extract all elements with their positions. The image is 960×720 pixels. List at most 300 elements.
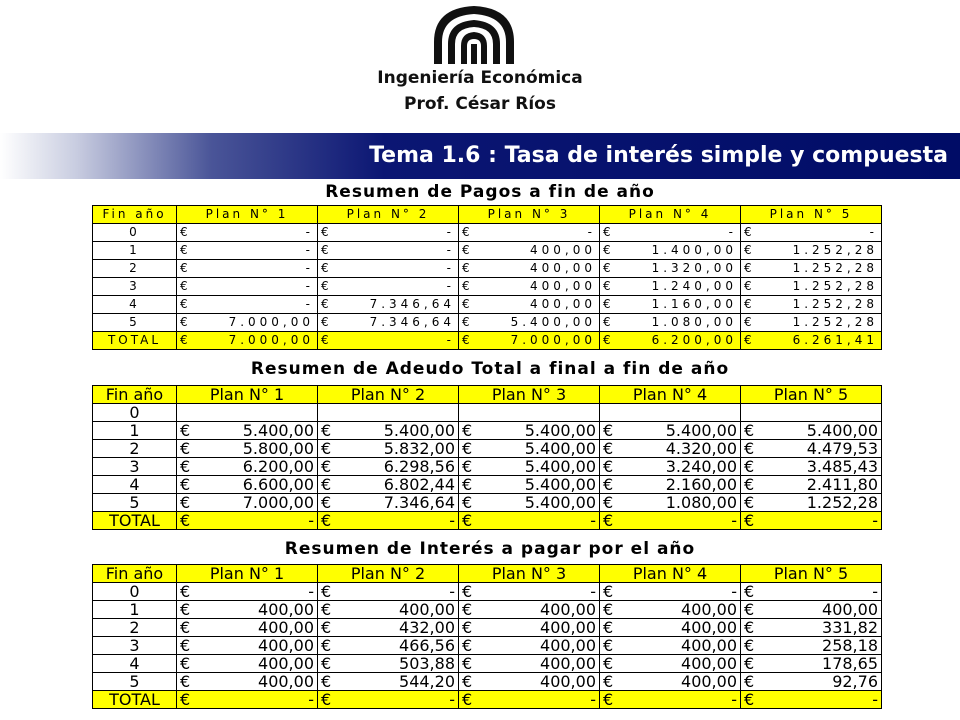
professor-name: Prof. César Ríos bbox=[404, 94, 556, 114]
currency-symbol: € bbox=[321, 600, 332, 619]
value-cell bbox=[741, 637, 882, 655]
value-cell bbox=[459, 512, 600, 530]
currency-symbol: € bbox=[462, 279, 473, 293]
value-cell bbox=[600, 278, 741, 296]
amount: 5.400,00 bbox=[806, 421, 878, 440]
value-cell bbox=[459, 224, 600, 242]
value-cell bbox=[741, 619, 882, 637]
amount: - bbox=[728, 225, 737, 239]
amount: 5.400,00 bbox=[524, 493, 596, 512]
currency-symbol: € bbox=[603, 618, 614, 637]
currency-symbol: € bbox=[744, 475, 755, 494]
table-row bbox=[93, 673, 882, 691]
currency-symbol: € bbox=[744, 243, 755, 257]
amount: 1.252,28 bbox=[792, 297, 878, 311]
value-cell bbox=[600, 601, 741, 619]
currency-symbol: € bbox=[462, 690, 473, 709]
currency-symbol: € bbox=[180, 261, 191, 275]
currency-symbol: € bbox=[744, 690, 755, 709]
table-row bbox=[93, 637, 882, 655]
currency-symbol: € bbox=[321, 672, 332, 691]
currency-symbol: € bbox=[744, 333, 755, 347]
value-cell bbox=[741, 494, 882, 512]
value-cell bbox=[459, 583, 600, 601]
amount: 400,00 bbox=[681, 600, 737, 619]
currency-symbol: € bbox=[744, 582, 755, 601]
value-cell bbox=[600, 314, 741, 332]
currency-symbol: € bbox=[321, 421, 332, 440]
value-cell bbox=[177, 422, 318, 440]
value-cell bbox=[177, 583, 318, 601]
currency-symbol: € bbox=[603, 582, 614, 601]
header-cell: Plan N° 1 bbox=[177, 206, 318, 224]
table-row bbox=[93, 494, 882, 512]
table-row bbox=[93, 278, 882, 296]
value-cell bbox=[459, 242, 600, 260]
amount: 466,56 bbox=[399, 636, 455, 655]
total-row bbox=[93, 512, 882, 530]
value-cell bbox=[459, 296, 600, 314]
amount: 2.411,80 bbox=[806, 475, 878, 494]
header-cell: Plan N° 4 bbox=[600, 386, 741, 404]
value-cell bbox=[741, 691, 882, 709]
value-cell bbox=[741, 458, 882, 476]
currency-symbol: € bbox=[603, 225, 614, 239]
amount: 1.320,00 bbox=[651, 261, 737, 275]
currency-symbol: € bbox=[744, 261, 755, 275]
total-label: TOTAL bbox=[93, 691, 177, 709]
amount: 1.252,28 bbox=[792, 279, 878, 293]
currency-symbol: € bbox=[180, 225, 191, 239]
amount: 92,76 bbox=[832, 672, 878, 691]
currency-symbol: € bbox=[603, 690, 614, 709]
value-cell bbox=[177, 242, 318, 260]
currency-symbol: € bbox=[180, 672, 191, 691]
value-cell bbox=[600, 332, 741, 350]
table-row bbox=[93, 601, 882, 619]
currency-symbol: € bbox=[603, 636, 614, 655]
value-cell bbox=[741, 314, 882, 332]
amount: - bbox=[731, 690, 737, 709]
currency-symbol: € bbox=[744, 672, 755, 691]
currency-symbol: € bbox=[603, 421, 614, 440]
amount: 400,00 bbox=[540, 654, 596, 673]
currency-symbol: € bbox=[180, 297, 191, 311]
amount: - bbox=[590, 690, 596, 709]
value-cell bbox=[600, 476, 741, 494]
amount: - bbox=[449, 690, 455, 709]
value-cell bbox=[741, 260, 882, 278]
currency-symbol: € bbox=[603, 279, 614, 293]
amount: 6.298,56 bbox=[383, 457, 455, 476]
currency-symbol: € bbox=[180, 315, 191, 329]
topic-title: Tema 1.6 : Tasa de interés simple y compuesta bbox=[369, 143, 948, 168]
amount: 400,00 bbox=[258, 672, 314, 691]
value-cell bbox=[600, 224, 741, 242]
amount: 331,82 bbox=[822, 618, 878, 637]
amount: 1.252,28 bbox=[792, 243, 878, 257]
value-cell bbox=[177, 494, 318, 512]
value-cell bbox=[600, 583, 741, 601]
amount: 5.400,00 bbox=[524, 457, 596, 476]
year-cell: 3 bbox=[93, 637, 177, 655]
value-cell bbox=[177, 691, 318, 709]
currency-symbol: € bbox=[603, 261, 614, 275]
currency-symbol: € bbox=[321, 333, 332, 347]
amount: - bbox=[446, 243, 455, 257]
total-debt-table bbox=[92, 385, 882, 530]
amount: 2.160,00 bbox=[665, 475, 737, 494]
amount: 1.252,28 bbox=[792, 315, 878, 329]
currency-symbol: € bbox=[603, 315, 614, 329]
currency-symbol: € bbox=[321, 243, 332, 257]
value-cell bbox=[741, 422, 882, 440]
currency-symbol: € bbox=[180, 493, 191, 512]
table-row bbox=[93, 296, 882, 314]
currency-symbol: € bbox=[462, 493, 473, 512]
amount: - bbox=[449, 582, 455, 601]
currency-symbol: € bbox=[744, 600, 755, 619]
currency-symbol: € bbox=[603, 439, 614, 458]
value-cell bbox=[318, 440, 459, 458]
currency-symbol: € bbox=[321, 618, 332, 637]
currency-symbol: € bbox=[603, 297, 614, 311]
year-cell: 4 bbox=[93, 655, 177, 673]
value-cell bbox=[459, 655, 600, 673]
value-cell bbox=[177, 619, 318, 637]
year-cell: 1 bbox=[93, 242, 177, 260]
header-cell: Plan N° 3 bbox=[459, 386, 600, 404]
currency-symbol: € bbox=[321, 261, 332, 275]
amount: 400,00 bbox=[540, 618, 596, 637]
value-cell bbox=[600, 494, 741, 512]
year-cell: 5 bbox=[93, 314, 177, 332]
payments-table bbox=[92, 205, 882, 350]
value-cell bbox=[741, 296, 882, 314]
amount: 503,88 bbox=[399, 654, 455, 673]
value-cell bbox=[459, 404, 600, 422]
currency-symbol: € bbox=[744, 457, 755, 476]
amount: - bbox=[446, 279, 455, 293]
amount: - bbox=[872, 582, 878, 601]
currency-symbol: € bbox=[180, 582, 191, 601]
value-cell bbox=[177, 404, 318, 422]
value-cell bbox=[318, 476, 459, 494]
value-cell bbox=[600, 296, 741, 314]
header-cell: Plan N° 1 bbox=[177, 386, 318, 404]
currency-symbol: € bbox=[462, 582, 473, 601]
amount: 400,00 bbox=[530, 297, 596, 311]
value-cell bbox=[459, 637, 600, 655]
value-cell bbox=[741, 404, 882, 422]
currency-symbol: € bbox=[744, 315, 755, 329]
currency-symbol: € bbox=[462, 636, 473, 655]
amount: 1.080,00 bbox=[651, 315, 737, 329]
currency-symbol: € bbox=[462, 421, 473, 440]
amount: 258,18 bbox=[822, 636, 878, 655]
amount: 400,00 bbox=[258, 618, 314, 637]
value-cell bbox=[459, 440, 600, 458]
amount: 3.485,43 bbox=[806, 457, 878, 476]
value-cell bbox=[600, 440, 741, 458]
currency-symbol: € bbox=[321, 582, 332, 601]
value-cell bbox=[600, 260, 741, 278]
currency-symbol: € bbox=[180, 511, 191, 530]
amount: - bbox=[869, 225, 878, 239]
value-cell bbox=[318, 458, 459, 476]
amount: 400,00 bbox=[530, 261, 596, 275]
amount: 5.400,00 bbox=[524, 475, 596, 494]
value-cell bbox=[177, 637, 318, 655]
table-header-row bbox=[93, 206, 882, 224]
value-cell bbox=[459, 332, 600, 350]
value-cell bbox=[459, 619, 600, 637]
value-cell bbox=[459, 601, 600, 619]
year-cell: 5 bbox=[93, 673, 177, 691]
table-header-row bbox=[93, 386, 882, 404]
currency-symbol: € bbox=[321, 225, 332, 239]
currency-symbol: € bbox=[603, 493, 614, 512]
value-cell bbox=[177, 296, 318, 314]
value-cell bbox=[600, 458, 741, 476]
header-cell: Plan N° 2 bbox=[318, 565, 459, 583]
amount: - bbox=[587, 225, 596, 239]
amount: 7.000,00 bbox=[228, 333, 314, 347]
currency-symbol: € bbox=[744, 279, 755, 293]
amount: 1.160,00 bbox=[651, 297, 737, 311]
value-cell bbox=[318, 637, 459, 655]
amount: - bbox=[872, 511, 878, 530]
amount: 400,00 bbox=[258, 636, 314, 655]
currency-symbol: € bbox=[321, 493, 332, 512]
value-cell bbox=[318, 404, 459, 422]
currency-symbol: € bbox=[180, 243, 191, 257]
value-cell bbox=[600, 655, 741, 673]
amount: 432,00 bbox=[399, 618, 455, 637]
year-cell: 4 bbox=[93, 296, 177, 314]
currency-symbol: € bbox=[180, 421, 191, 440]
currency-symbol: € bbox=[462, 457, 473, 476]
value-cell bbox=[177, 260, 318, 278]
currency-symbol: € bbox=[744, 618, 755, 637]
currency-symbol: € bbox=[180, 333, 191, 347]
currency-symbol: € bbox=[180, 600, 191, 619]
value-cell bbox=[741, 655, 882, 673]
value-cell bbox=[318, 601, 459, 619]
amount: 400,00 bbox=[822, 600, 878, 619]
value-cell bbox=[459, 691, 600, 709]
amount: 400,00 bbox=[540, 600, 596, 619]
value-cell bbox=[600, 422, 741, 440]
amount: - bbox=[449, 511, 455, 530]
amount: 7.346,64 bbox=[369, 297, 455, 311]
currency-symbol: € bbox=[180, 475, 191, 494]
amount: 400,00 bbox=[681, 654, 737, 673]
value-cell bbox=[177, 476, 318, 494]
value-cell bbox=[600, 404, 741, 422]
currency-symbol: € bbox=[462, 225, 473, 239]
amount: 400,00 bbox=[540, 636, 596, 655]
currency-symbol: € bbox=[180, 636, 191, 655]
amount: 1.252,28 bbox=[792, 261, 878, 275]
amount: 7.000,00 bbox=[510, 333, 596, 347]
header-cell: Fin año bbox=[93, 565, 177, 583]
currency-symbol: € bbox=[462, 600, 473, 619]
value-cell bbox=[318, 260, 459, 278]
table-row bbox=[93, 619, 882, 637]
year-cell: 0 bbox=[93, 224, 177, 242]
value-cell bbox=[741, 476, 882, 494]
currency-symbol: € bbox=[744, 636, 755, 655]
currency-symbol: € bbox=[462, 439, 473, 458]
currency-symbol: € bbox=[321, 690, 332, 709]
value-cell bbox=[318, 512, 459, 530]
currency-symbol: € bbox=[180, 439, 191, 458]
currency-symbol: € bbox=[603, 243, 614, 257]
amount: 5.400,00 bbox=[510, 315, 596, 329]
amount: 400,00 bbox=[530, 279, 596, 293]
header-cell: Plan N° 2 bbox=[318, 386, 459, 404]
amount: - bbox=[308, 582, 314, 601]
amount: - bbox=[305, 243, 314, 257]
currency-symbol: € bbox=[744, 225, 755, 239]
header-cell: Plan N° 3 bbox=[459, 206, 600, 224]
value-cell bbox=[459, 260, 600, 278]
amount: - bbox=[446, 333, 455, 347]
value-cell bbox=[741, 512, 882, 530]
table-row bbox=[93, 458, 882, 476]
currency-symbol: € bbox=[462, 297, 473, 311]
amount: 6.200,00 bbox=[242, 457, 314, 476]
currency-symbol: € bbox=[603, 511, 614, 530]
table-title-total-debt: Resumen de Adeudo Total a final a fin de año bbox=[250, 359, 730, 379]
topic-banner bbox=[0, 133, 960, 179]
value-cell bbox=[177, 440, 318, 458]
table-row bbox=[93, 422, 882, 440]
university-logo-icon bbox=[426, 2, 522, 66]
value-cell bbox=[459, 314, 600, 332]
table-row bbox=[93, 242, 882, 260]
value-cell bbox=[318, 278, 459, 296]
value-cell bbox=[318, 296, 459, 314]
currency-symbol: € bbox=[321, 636, 332, 655]
value-cell bbox=[318, 583, 459, 601]
value-cell bbox=[177, 278, 318, 296]
currency-symbol: € bbox=[180, 690, 191, 709]
currency-symbol: € bbox=[321, 654, 332, 673]
amount: - bbox=[308, 690, 314, 709]
amount: 6.261,41 bbox=[792, 333, 878, 347]
year-cell: 3 bbox=[93, 278, 177, 296]
currency-symbol: € bbox=[180, 654, 191, 673]
total-label: TOTAL bbox=[93, 332, 177, 350]
header-cell: Plan N° 5 bbox=[741, 206, 882, 224]
amount: 3.240,00 bbox=[665, 457, 737, 476]
currency-symbol: € bbox=[603, 333, 614, 347]
year-cell: 1 bbox=[93, 601, 177, 619]
value-cell bbox=[459, 494, 600, 512]
amount: 5.800,00 bbox=[242, 439, 314, 458]
amount: 400,00 bbox=[258, 654, 314, 673]
currency-symbol: € bbox=[462, 654, 473, 673]
amount: 1.240,00 bbox=[651, 279, 737, 293]
value-cell bbox=[318, 224, 459, 242]
table-row bbox=[93, 224, 882, 242]
year-cell: 5 bbox=[93, 494, 177, 512]
table-row bbox=[93, 583, 882, 601]
value-cell bbox=[600, 619, 741, 637]
table-row bbox=[93, 476, 882, 494]
currency-symbol: € bbox=[321, 475, 332, 494]
amount: 6.600,00 bbox=[242, 475, 314, 494]
currency-symbol: € bbox=[603, 654, 614, 673]
amount: 544,20 bbox=[399, 672, 455, 691]
header-cell: Plan N° 5 bbox=[741, 386, 882, 404]
amount: - bbox=[590, 511, 596, 530]
currency-symbol: € bbox=[321, 457, 332, 476]
amount: - bbox=[590, 582, 596, 601]
amount: - bbox=[305, 297, 314, 311]
table-title-payments: Resumen de Pagos a fin de año bbox=[325, 182, 655, 202]
table-title-interest: Resumen de Interés a pagar por el año bbox=[284, 539, 696, 559]
amount: - bbox=[446, 225, 455, 239]
year-cell: 0 bbox=[93, 583, 177, 601]
amount: - bbox=[305, 225, 314, 239]
amount: - bbox=[731, 582, 737, 601]
table-row bbox=[93, 440, 882, 458]
value-cell bbox=[318, 619, 459, 637]
value-cell bbox=[459, 476, 600, 494]
currency-symbol: € bbox=[744, 511, 755, 530]
table-row bbox=[93, 260, 882, 278]
amount: - bbox=[731, 511, 737, 530]
header-cell: Fin año bbox=[93, 206, 177, 224]
currency-symbol: € bbox=[321, 297, 332, 311]
currency-symbol: € bbox=[603, 475, 614, 494]
value-cell bbox=[741, 440, 882, 458]
value-cell bbox=[177, 224, 318, 242]
value-cell bbox=[741, 601, 882, 619]
currency-symbol: € bbox=[180, 618, 191, 637]
value-cell bbox=[459, 278, 600, 296]
header-cell: Plan N° 3 bbox=[459, 565, 600, 583]
total-row bbox=[93, 332, 882, 350]
value-cell bbox=[741, 242, 882, 260]
amount: 7.346,64 bbox=[369, 315, 455, 329]
year-cell: 1 bbox=[93, 422, 177, 440]
amount: 400,00 bbox=[681, 672, 737, 691]
header-cell: Fin año bbox=[93, 386, 177, 404]
value-cell bbox=[459, 458, 600, 476]
currency-symbol: € bbox=[462, 511, 473, 530]
value-cell bbox=[318, 691, 459, 709]
amount: 7.000,00 bbox=[228, 315, 314, 329]
value-cell bbox=[741, 332, 882, 350]
amount: 400,00 bbox=[540, 672, 596, 691]
amount: - bbox=[305, 261, 314, 275]
year-cell: 2 bbox=[93, 260, 177, 278]
amount: 4.479,53 bbox=[806, 439, 878, 458]
value-cell bbox=[741, 224, 882, 242]
amount: 5.400,00 bbox=[665, 421, 737, 440]
value-cell bbox=[177, 314, 318, 332]
currency-symbol: € bbox=[321, 279, 332, 293]
table-row bbox=[93, 404, 882, 422]
amount: 400,00 bbox=[399, 600, 455, 619]
amount: 7.346,64 bbox=[383, 493, 455, 512]
value-cell bbox=[177, 512, 318, 530]
table-header-row bbox=[93, 565, 882, 583]
